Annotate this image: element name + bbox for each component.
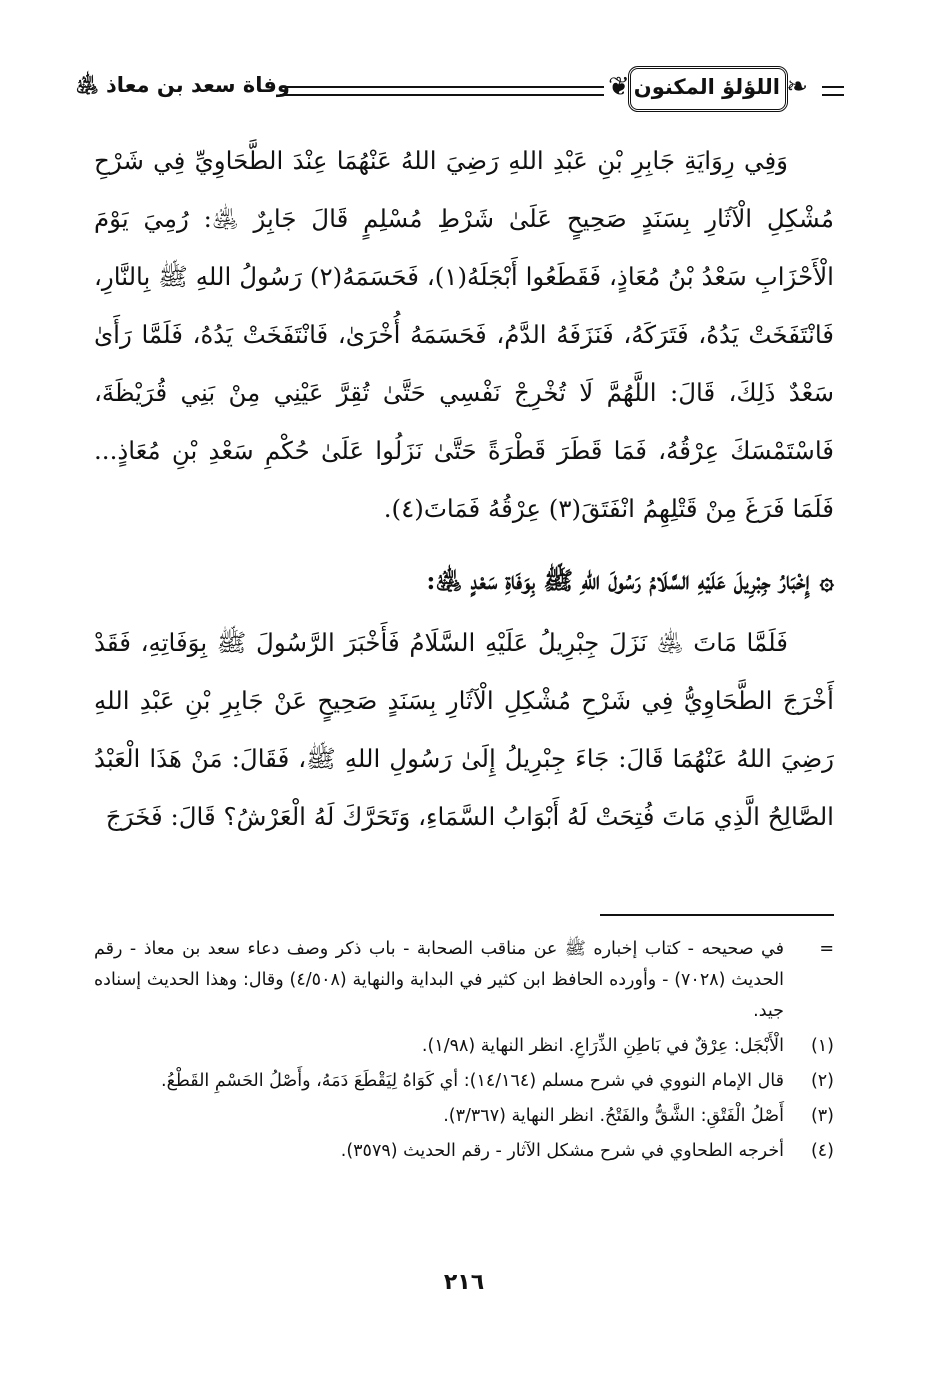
main-text: [94, 132, 834, 846]
section-marker-icon: ۞: [819, 566, 834, 595]
section-heading-text: إِخْبَارُ جِبْرِيلَ عَلَيْهِ السَّلَامُ رَسُولَ اللهِ ﷺ بِوَفَاةِ سَعْدٍ ﵁:: [426, 566, 810, 595]
footnote: [94, 1066, 834, 1097]
section-heading: [94, 552, 834, 610]
floral-ornament-icon: ❦: [608, 72, 630, 102]
footnote-number: (٤): [810, 1141, 834, 1161]
header-rule-right: [822, 86, 844, 96]
page-number: ٢١٦: [443, 1270, 485, 1295]
footnote-text: أخرجه الطحاوي في شرح مشكل الآثار - رقم الحديث (٣٥٧٩).: [340, 1141, 784, 1161]
book-title-ornament: [608, 58, 808, 120]
footnote: [94, 1101, 834, 1132]
footnote: [94, 934, 834, 1027]
footnote-number: (١): [810, 1036, 834, 1056]
footnote-number: (٢): [810, 1071, 834, 1091]
footnote-text: الْأَبْجَل: عِرْقٌ في بَاطِنِ الذِّرَاعِ. انظر النهاية (١/٩٨).: [421, 1036, 784, 1056]
footnote-text: في صحيحه - كتاب إخباره ﷺ عن مناقب الصحابة - باب ذكر وصف دعاء سعد بن معاذ - رقم الحديث (٧٠٢٨) - وأورده الحافظ ابن كثير في البداية والنهاية (٤/٥٠٨) وقال: وهذا الحديث إسناده جيد.: [94, 939, 785, 1021]
footnote-text: أَصْلُ الْفَتْقِ: الشَّقُّ والفَتْحُ. انظر النهاية (٣/٣٦٧).: [443, 1106, 784, 1126]
paragraph: وَفِي رِوَايَةِ جَابِرِ بْنِ عَبْدِ اللهِ رَضِيَ اللهُ عَنْهُمَا عِنْدَ الطَّحَاوِيِّ فِي شَرْحِ مُشْكِلِ الْآثَارِ بِسَنَدٍ صَحِيحٍ عَلَىٰ شَرْطِ مُسْلِمٍ قَالَ جَابِرٌ ﵁: رُمِيَ يَوْمَ الْأَحْزَابِ سَعْدُ بْنُ مُعَاذٍ، فَقَطَعُوا أَبْجَلَهُ(١)، فَحَسَمَهُ(٢) رَسُولُ اللهِ ﷺ بِالنَّارِ، فَانْتَفَخَتْ يَدُهُ، فَتَرَكَهُ، فَنَزَفَهُ الدَّمُ، فَحَسَمَهُ أُخْرَىٰ، فَانْتَفَخَتْ يَدُهُ، فَلَمَّا رَأَىٰ سَعْدٌ ذَلِكَ، قَالَ: اللَّهُمَّ لَا تُخْرِجْ نَفْسِي حَتَّىٰ تُقِرَّ عَيْنِي مِنْ بَنِي قُرَيْظَةَ، فَاسْتَمْسَكَ عِرْقُهُ، فَمَا قَطَرَ قَطْرَةً حَتَّىٰ نَزَلُوا عَلَىٰ حُكْمِ سَعْدِ بْنِ مُعَاذٍ... فَلَمَا فَرَغَ مِنْ قَتْلِهِمُ انْفَتَقَ(٣) عِرْقُهُ فَمَاتَ(٤).: [94, 146, 834, 523]
footnote-number: =: [819, 939, 834, 959]
footnote-text: قال الإمام النووي في شرح مسلم (١٤/١٦٤): أي كَوَاهُ لِيَقْطَعَ دَمَهُ، وأَصْلُ الحَسْمِ القَطْعُ.: [161, 1071, 784, 1091]
chapter-title: وفاة سعد بن معاذ ﵁: [75, 73, 290, 97]
paragraph: فَلَمَّا مَاتَ ﵁ نَزَلَ جِبْرِيلُ عَلَيْهِ السَّلَامُ فَأَخْبَرَ الرَّسُولَ ﷺ بِوَفَاتِهِ، فَقَدْ أَخْرَجَ الطَّحَاوِيُّ فِي شَرْحِ مُشْكِلِ الْآثَارِ بِسَنَدٍ صَحِيحٍ عَنْ جَابِرِ بْنِ عَبْدِ اللهِ رَضِيَ اللهُ عَنْهُمَا قَالَ: جَاءَ جِبْرِيلُ إِلَىٰ رَسُولِ اللهِ ﷺ، فَقَالَ: مَنْ هَذَا الْعَبْدُ الصَّالِحُ الَّذِي مَاتَ فُتِحَتْ لَهُ أَبْوَابُ السَّمَاءِ، وَتَحَرَّكَ لَهُ الْعَرْشُ؟ قَالَ: فَخَرَجَ: [94, 628, 834, 831]
footnote-separator: [600, 914, 834, 916]
footnote: [94, 1136, 834, 1167]
book-title: اللؤلؤ المكنون: [633, 75, 780, 99]
running-header: [75, 58, 844, 120]
footnote-number: (٣): [810, 1106, 834, 1126]
footnotes: [94, 934, 834, 1171]
footnote: [94, 1031, 834, 1062]
floral-ornament-icon: ❧: [786, 72, 808, 102]
header-rule-left: [280, 86, 604, 96]
